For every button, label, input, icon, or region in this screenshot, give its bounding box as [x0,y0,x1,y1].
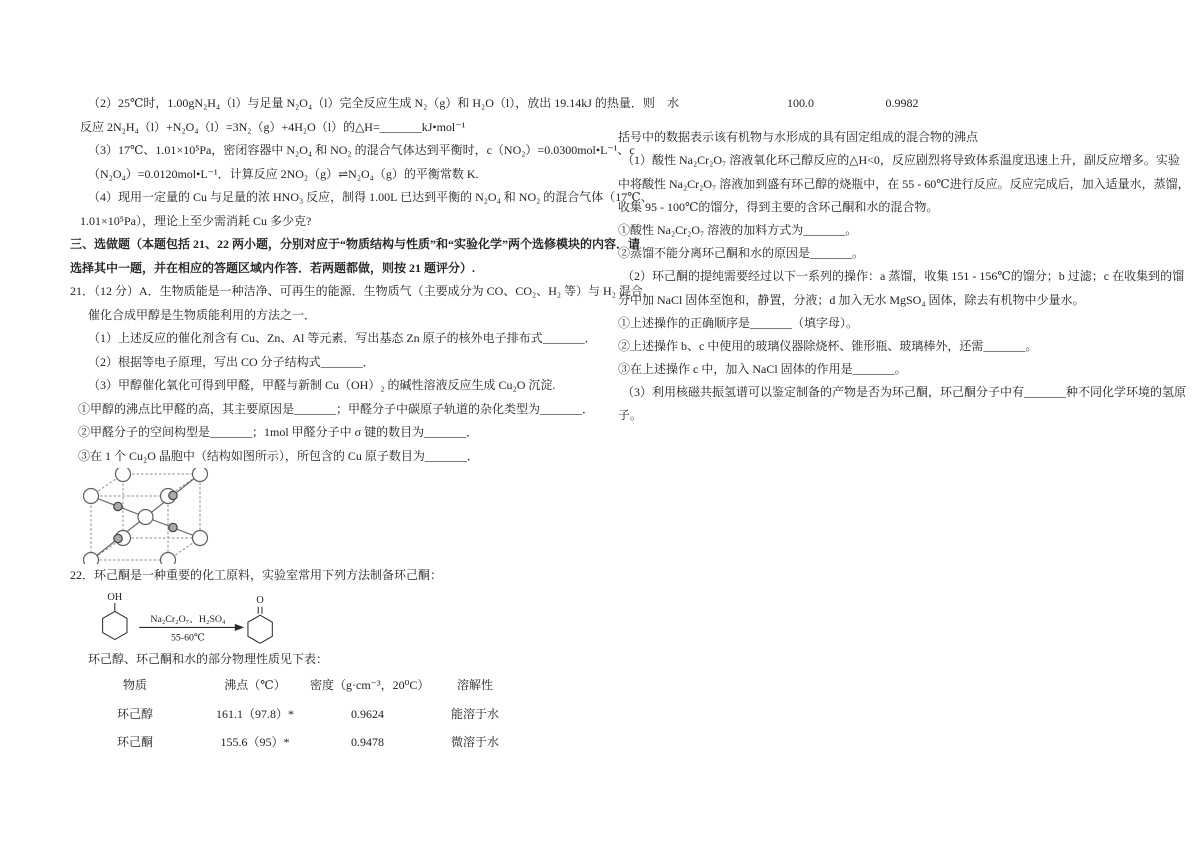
header-boiling-point: 沸点（℃） [224,678,286,692]
arrow-head [235,623,244,630]
q22-sub2-item2-line: ②上述操作 b、c 中使用的玻璃仪器除烧杯、锥形瓶、玻璃棒外，还需_______。 [618,338,1038,353]
q21-sub3-item2-line: ②甲醛分子的空间构型是_______；1mol 甲醛分子中 σ 键的数目为_______． [78,425,479,439]
q4-line-2: 1.01×10⁵Pa），理论上至少需消耗 Cu 多少克? [80,213,312,228]
reaction-scheme-diagram [82,588,292,648]
reaction-scheme-figure [70,588,615,648]
q22-sub2-line-2: 分中加 NaCl 固体至饱和，静置，分液；d 加入无水 MgSO₄ 固体，除去有机物中少量水。 [618,292,1085,307]
q22-sub2-line-1: （2）环己酮的提纯需要经过以下一系列的操作：a 蒸馏，收集 151 - 156℃的馏分；b 过滤；c 在收集到的馏 [622,269,1185,284]
q3-line-1: （3）17℃、1.01×10⁵Pa，密闭容器中 N₂O₄ 和 NO₂ 的混合气体达到平衡时，c（NO₂）=0.0300mol•L⁻¹、c [88,143,635,157]
header-substance: 物质 [122,678,147,692]
cell-solubility: 能溶于水 [450,706,499,721]
q21-intro-line-2: 催化合成甲醇是生物质能利用的方法之一． [88,307,317,322]
unit-cell-diagram [78,468,228,564]
right-column [618,92,1190,428]
cell-solubility: 微溶于水 [450,735,499,749]
q22-intro-line: 22．环己酮是一种重要的化工原料，实验室常用下列方法制备环己酮： [70,568,443,582]
q21-sub1-line: （1）上述反应的催化剂含有 Cu、Zn、Al 等元素．写出基态 Zn 原子的核外电子排布式_______． [88,331,597,345]
q21-intro-line-1: 21．（12 分）A．生物质能是一种洁净、可再生的能源．生物质气（主要成分为 CO、CO₂、H₂ 等）与 H₂ 混合， [70,284,655,298]
q22-sub2-item3-line: ③在上述操作 c 中，加入 NaCl 固体的作用是_______。 [618,362,907,377]
cu2o-unit-cell-figure [70,468,615,564]
reaction-arrow [139,613,244,643]
carbonyl-o-label: O [256,594,264,606]
cell-density: 0.9478 [351,735,384,749]
properties-table [70,671,615,757]
oh-label: OH [107,591,123,603]
table-row-cyclohexanone [70,728,615,757]
header-density: 密度（g·cm⁻³，20⁰C） [310,678,430,692]
q22-sub1-line-3: 收集 95 - 100℃的馏分，得到主要的含环己酮和水的混合物。 [618,199,939,214]
q2-line-2: 反应 2N₂H₄（l）+N₂O₄（l）=3N₂（g）+4H₂O（l）的△H=_______kJ•mol⁻¹ [80,119,466,134]
q4-line-1: （4）现用一定量的 Cu 与足量的浓 HNO₃ 反应，制得 1.00L 已达到平衡的 N₂O₄ 和 NO₂ 的混合气体（17℃、 [88,190,653,204]
cell-boiling-point: 155.6（95）* [220,735,290,749]
table-footnote-line: 括号中的数据表示该有机物与水形成的具有固定组成的混合物的沸点 [618,130,979,145]
section3-heading-line-2: 选择其中一题，并在相应的答题区域内作答．若两题都做，则按 21 题评分）. [70,260,476,275]
q22-sub1-line-1: （1）酸性 Na₂Cr₂O₇ 溶液氧化环己醇反应的△H<0，反应剧烈将导致体系温度迅速上升，副反应增多。实验 [622,153,1180,168]
table-caption-line: 环己醇、环己酮和水的部分物理性质见下表： [88,651,329,666]
cell-substance: 水 [666,96,679,110]
header-solubility: 溶解性 [456,678,493,692]
q22-sub3-line-1: （3）利用核磁共振氢谱可以鉴定制备的产物是否为环己酮，环己酮分子中有_______种不同化学环境的氢原 [622,385,1187,400]
cell-boiling-point: 161.1（97.8）* [215,706,294,721]
section3-heading-line-1: 三、选做题（本题包括 21、22 两小题，分别对应于“物质结构与性质”和“实验化学”两个选修模块的内容．请 [70,237,641,251]
cell-substance: 环己酮 [116,735,153,749]
q22-sub1-line-2: 中将酸性 Na₂Cr₂O₇ 溶液加到盛有环己醇的烧瓶中，在 55 - 60℃进行反应。反应完成后，加入适量水，蒸馏， [618,176,1190,191]
cell-density: 0.9982 [885,96,919,110]
q21-sub3-item3-line: ③在 1 个 Cu₂O 晶胞中（结构如图所示），所包含的 Cu 原子数目为_______． [78,448,479,463]
table-row-cyclohexanol [70,700,615,729]
cyclohexanone-structure [248,595,272,643]
q22-sub2-item1-line: ①上述操作的正确顺序是_______（填字母）。 [618,315,859,330]
temperature-label: 55-60℃ [170,632,205,643]
cell-boiling-point: 100.0 [787,96,814,110]
q21-sub3-item1-line: ①甲醇的沸点比甲醛的高，其主要原因是_______；甲醛分子中碳原子轨道的杂化类型为_______． [78,401,595,416]
reagents-label: Na₂Cr₂O₇、H₂SO₄ [150,613,226,625]
q3-line-2: （N₂O₄）=0.0120mol•L⁻¹．计算反应 2NO₂（g）⇌N₂O₄（g）的平衡常数 K. [88,166,479,181]
table-note-gap [618,115,1183,126]
left-column [70,92,655,757]
properties-table-header [70,671,615,700]
q21-sub2-line: （2）根据等电子原理，写出 CO 分子结构式_______． [88,354,375,369]
q22-sub1-item2-line: ②蒸馏不能分离环己酮和水的原因是_______。 [618,246,865,261]
cell-density: 0.9624 [351,706,384,721]
table-row-water [618,92,1183,115]
q22-sub1-item1-line: ①酸性 Na₂Cr₂O₇ 溶液的加料方式为_______。 [618,222,858,237]
q22-sub3-line-2: 子。 [618,408,643,423]
cell-substance: 环己醇 [116,706,153,721]
cyclohexanol-structure [103,592,127,639]
q2-line-1: （2）25℃时，1.00gN₂H₄（l）与足量 N₂O₄（l）完全反应生成 N₂（g）和 H₂O（l），放出 19.14kJ 的热量．则 [88,96,655,110]
q21-sub3-line: （3）甲醇催化氧化可得到甲醛，甲醛与新制 Cu（OH）₂ 的碱性溶液反应生成 Cu₂O 沉淀. [88,378,556,392]
